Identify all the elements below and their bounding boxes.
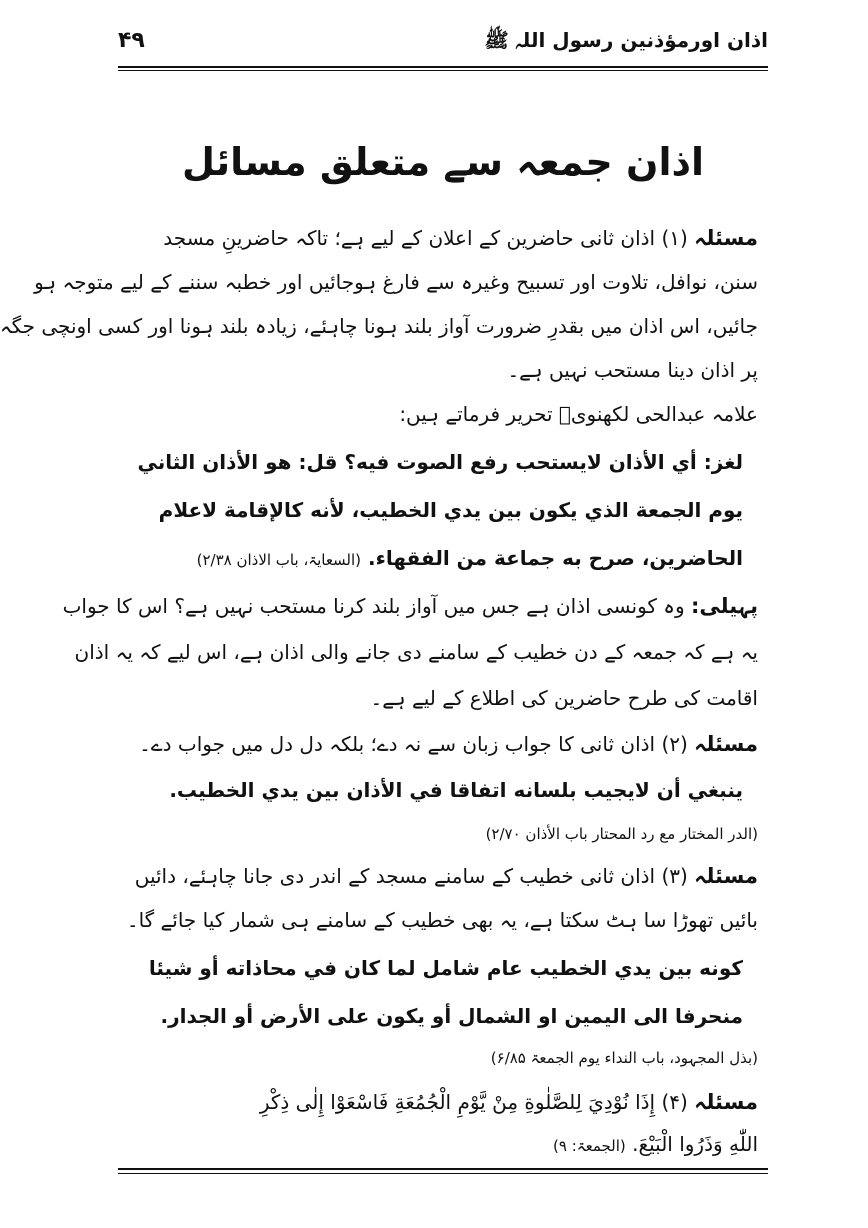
paragraph-line: یہ ہے کہ جمعہ کے دن خطیب کے سامنے دی جانے والی اذان ہے، اس لیے کہ یہ اذان — [74, 640, 758, 664]
line-text: (۲) اذان ثانی کا جواب زبان سے نہ دے؛ بلکہ دل دل میں جواب دے۔ — [139, 732, 688, 756]
arabic-quote-line: لغز: أي الأذان لايستحب رفع الصوت فيه؟ قل: هو الأذان الثاني — [137, 450, 743, 474]
arabic-quote-line: كونه بين يدي الخطيب عام شامل لما كان في محاذاته أو شيئا — [148, 956, 743, 980]
quran-text: (۴) إِذَا نُوْدِيَ لِلصَّلٰوةِ مِنْ يَّوْمِ الْجُمُعَةِ فَاسْعَوْا إِلٰى ذِكْرِ — [259, 1090, 688, 1114]
reference: (الجمعۃ: ۹) — [553, 1137, 626, 1155]
paragraph-line: اقامت کی طرح حاضرین کی اطلاع کے لیے ہے۔ — [370, 686, 758, 710]
footer-rule-thin — [118, 1173, 768, 1174]
paragraph-line — [98, 1124, 758, 1164]
paragraph-line: علامہ عبدالحی لکھنویؒ تحریر فرماتے ہیں: — [399, 402, 758, 426]
line-text: الحاضرين، صرح به جماعة من الفقهاء. — [368, 546, 743, 570]
header-rule — [118, 66, 768, 68]
footer-rule — [118, 1168, 768, 1170]
reference: (الدر المختار مع رد المحتار باب الأذان ۲/۷۰) — [485, 825, 758, 843]
paragraph-line — [98, 1082, 758, 1122]
arabic-quote-line: يوم الجمعة الذي يكون بين يدي الخطيب، لأنه كالإقامة لاعلام — [158, 498, 743, 522]
arabic-quote-line — [103, 538, 743, 578]
header-rule-thin — [118, 70, 768, 71]
arabic-quote-line: منحرفا الى اليمين او الشمال أو يكون على الأرض أو الجدار. — [160, 1004, 743, 1028]
arabic-quote-line: ينبغي أن لايجيب بلسانه اتفاقا في الأذان بين يدي الخطيب. — [169, 778, 743, 802]
line-text: وہ کونسی اذان ہے جس میں آواز بلند کرنا مستحب نہیں ہے؟ اس کا جواب — [62, 594, 685, 618]
paragraph-line — [98, 856, 758, 896]
paragraph-line — [62, 586, 758, 626]
masala-label: مسئلہ — [694, 226, 758, 250]
quran-text: اللّٰهِ وَذَرُوا الْبَيْعَ. — [632, 1132, 758, 1156]
paragraph-line: پر اذان دینا مستحب نہیں ہے۔ — [507, 358, 758, 382]
running-title: اذان اورمؤذنین رسول اللہ ﷺ — [484, 28, 768, 52]
line-text: (۱) اذان ثانی حاضرین کے اعلان کے لیے ہے؛ تاکہ حاضرینِ مسجد — [163, 226, 688, 250]
paragraph-line — [98, 218, 758, 258]
chapter-title: اذان جمعہ سے متعلق مسائل — [181, 140, 705, 184]
paheli-label: پہیلی: — [691, 594, 758, 618]
reference: (بذل المجہود، باب النداء یوم الجمعۃ ۶/۸۵) — [490, 1049, 758, 1067]
paragraph-line — [98, 724, 758, 764]
page-header — [118, 28, 768, 62]
paragraph-line: بائیں تھوڑا سا ہٹ سکتا ہے، یہ بھی خطیب کے سامنے ہی شمار کیا جائے گا۔ — [126, 908, 758, 932]
paragraph-line: جائیں، اس اذان میں بقدرِ ضرورت آواز بلند ہونا چاہئے، زیادہ بلند ہونا اور کسی اونچی جگہ — [0, 314, 758, 338]
reference: (السعایۃ، باب الاذان ۲/۳۸) — [196, 551, 362, 569]
masala-label: مسئلہ — [694, 732, 758, 756]
masala-label: مسئلہ — [694, 864, 758, 888]
paragraph-line: سنن، نوافل، تلاوت اور تسبیح وغیرہ سے فارغ ہوجائیں اور خطبہ سننے کے لیے متوجہ ہو — [34, 270, 758, 294]
line-text: (۳) اذان ثانی خطیب کے سامنے مسجد کے اندر دی جانا چاہئے، دائیں — [134, 864, 688, 888]
masala-label: مسئلہ — [694, 1090, 758, 1114]
page-number: ۴۹ — [118, 28, 145, 53]
